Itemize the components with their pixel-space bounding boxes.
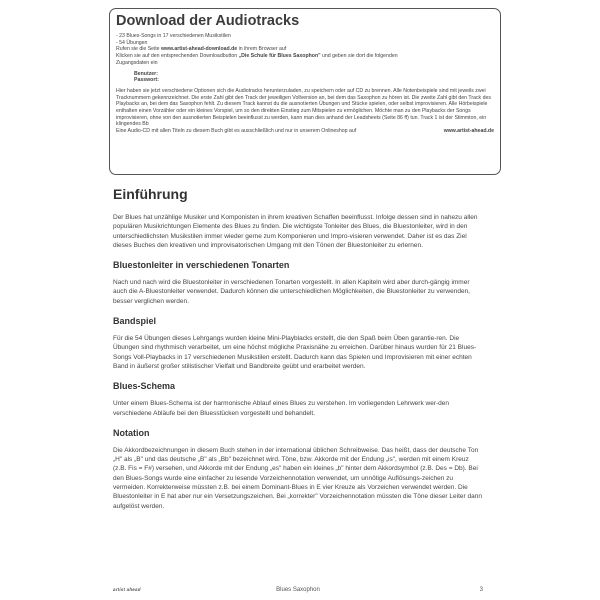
page-number: 3 — [479, 587, 483, 593]
section-paragraph: Nach und nach wird die Bluestonleiter in verschiedenen Tonarten vorgestellt. In allen Kapiteln wird aber durch-gängig immer auch die A-Bluestonleiter verwendet. Dadurch können die unterschiedlichen Möglichkeiten, die Bluestonleiter zu verwenden, besser verglichen werden. — [113, 279, 470, 305]
section-heading: Notation — [113, 427, 150, 438]
section-heading: Bluestonleiter in verschiedenen Tonarten — [113, 260, 290, 271]
publisher-logo: artist ahead — [113, 587, 141, 592]
click-line: Klicken sie auf den entsprechenden Downloadbutton „Die Schule für Blues Saxophon" und geben sie dort die folgenden — [116, 53, 398, 60]
page-title: Einführung — [113, 186, 188, 202]
download-box — [109, 8, 501, 175]
intro-paragraph: Der Blues hat unzählige Musiker und Komponisten in ihrem kreativen Schaffen beeinflusst. Infolge dessen sind in nahezu allen populären Musikrichtungen Elemente des Blues zu finden. Die wichtigste Tonleiter des Blues, die Bluestonleiter, wird in den unterschiedlichsten Musikstilen immer wieder gerne zum Komponieren und Impro-visieren verwendet. Daher ist es das Ziel dieses Buches den kreativen und improvisatorischen Umgang mit den Tönen der Bluestonleiter zu erlernen. — [113, 214, 478, 249]
user-label: Benutzer: — [134, 70, 158, 77]
section-paragraph: Für die 54 Übungen dieses Lehrgangs wurden kleine Mini-Playblacks erstellt, die den Spaß beim Üben garantie-ren. Die Übungen sind rhythmisch verarbeitet, um eine höchst mögliche Praxisnähe zu erreichen. Darüber hinaus wurden für 21 Blues-Songs Voll-Playbacks in 17 verschiedenen Musikstilen erstellt. Dadurch kann das Spielen und Improvisieren mit einer echten Band in äußerst großer stilistischer Vielfalt und Bandbreite geübt und erarbeitet werden. — [113, 335, 477, 370]
download-line: - 54 Übungen — [116, 39, 148, 46]
download-line: - 23 Blues-Songs in 17 verschiedenen Musikstilen — [116, 33, 231, 39]
download-title: Download der Audiotracks — [116, 13, 300, 29]
footer-title: Blues Saxophon — [276, 587, 320, 593]
visit-line: Rufen sie die Seite www.artist-ahead-download.de in ihrem Browser auf — [116, 46, 287, 53]
main-content — [113, 185, 483, 511]
info-paragraph: Hier haben sie jetzt verschiedene Optionen sich die Audiotracks herunterzuladen, zu speichern oder auf CD zu brennen. Alle Notenbeispiele sind mit jeweils zwei Tracknummern gekennzeichnet. Die erste Zahl gibt den Track der jeweiligen Vollversion an, bei dem das Saxophon zu hören ist. Die zweite Zahl gibt den Track des Playbacks an, bei dem das Saxophon fehlt. Zu diesem Track kannst du die ausnotierten Übungen und Stücke spielen, oder selbst improvisieren. Alle Hörbeispiele enthalten einen Vorzähler oder ein kleines Vorspiel, um so den direkten Einstieg zum Mitspielen zu ermöglichen. Möchte man zu den Playbacks der Songs improvisieren, ohne von den ausnotierten Beispielen beeinflusst zu werden, kann man dies anhand der Leadsheets (Seite 86 ff) tun. Track 1 ist der Stimmton, ein klingendes Bb — [116, 87, 491, 128]
section-heading: Blues-Schema — [113, 381, 176, 392]
download-button-name: „Die Schule für Blues Saxophon" — [238, 53, 321, 60]
click-line-2: Zugangsdaten ein — [116, 59, 158, 66]
page-footer — [113, 585, 483, 595]
section-paragraph: Die Akkordbezeichnungen in diesem Buch stehen in der international üblichen Schreibweise. Das heißt, dass der deutsche Ton „H" als „B" und das deutsche „B" als „Bb" bezeichnet wird. Töne, bzw. Akkorde mit der Endung „is", werden mit einem Kreuz (z.B. Fis = F#) versehen, und Akkorde mit der Endung „es" haben ein kleines „b" hinter dem Akkordsymbol (z.B. Des = Db). Bei den Blues-Songs wurde eine einfacher zu lesende Vorzeichennotation verwendet, um unnötige Auflösungs-zeichen zu vermeiden. Korrekterweise müssten z.B. bei einem Dominant-Blues in E vier Kreuze als Vorzeichen verwendet werden. Die Bluestonleiter in E hat aber nur ein Versetzungszeichen. Bei „korrekter" Vorzeichennotation müssten die Töne dieser Leiter dann aufgelöst werden. — [113, 446, 482, 510]
shop-url-link[interactable]: www.artist-ahead.de — [443, 128, 494, 135]
section-paragraph: Unter einem Blues-Schema ist der harmonische Ablauf eines Blues zu verstehen. Im vorliegenden Lehrwerk wer-den verschiedene Abläufe bei den Bluesstücken vorgestellt und behandelt. — [113, 400, 450, 417]
password-label: Passwort: — [134, 77, 159, 84]
section-heading: Bandspiel — [113, 316, 157, 327]
download-url-link[interactable]: www.artist-ahead-download.de — [161, 46, 238, 53]
cd-line: Eine Audio-CD mit allen Titeln zu diesem Buch gibt es ausschließlich und nur in unserem Onlineshop auf www.artist-ahead.de — [116, 128, 494, 135]
